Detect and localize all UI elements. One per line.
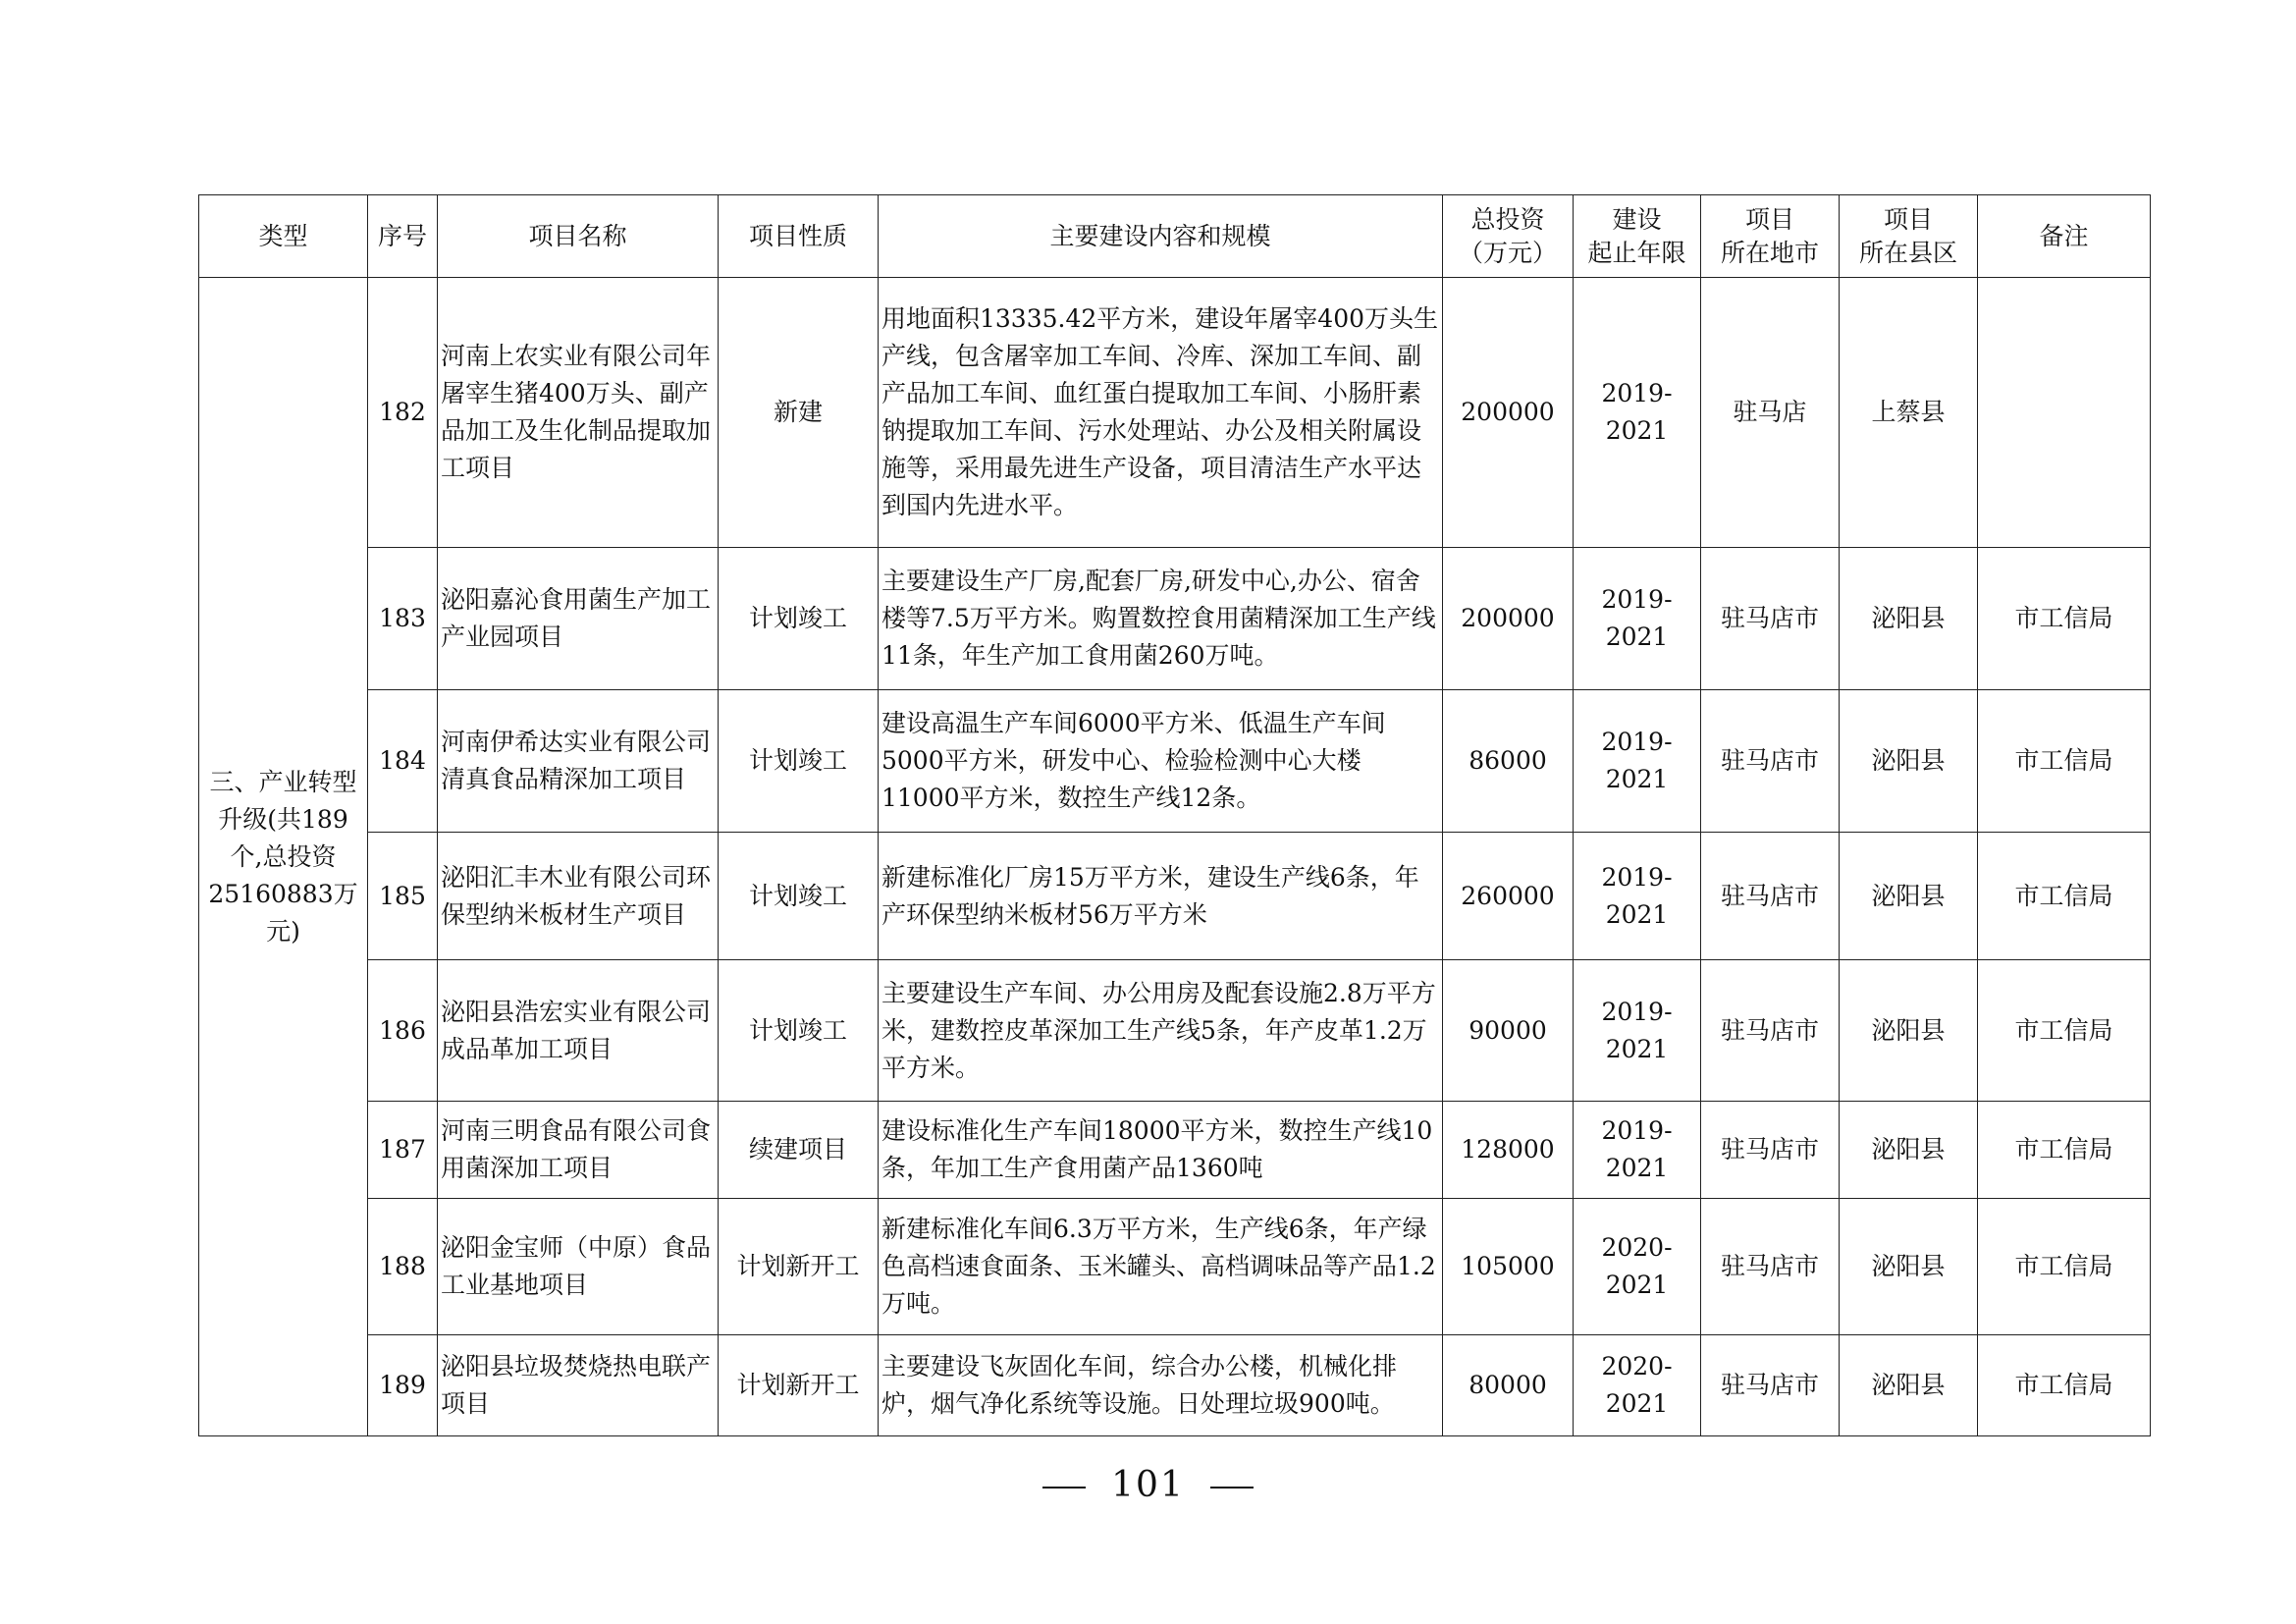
row-investment: 200000 [1443,278,1574,548]
table-row [199,548,2151,690]
row-content: 新建标准化车间6.3万平方米，生产线6条，年产绿色高档速食面条、玉米罐头、高档调味品等产品1.2万吨。 [879,1199,1443,1335]
row-county: 泌阳县 [1840,1102,1978,1199]
row-period: 2019-2021 [1574,278,1701,548]
row-name: 泌阳嘉沁食用菌生产加工产业园项目 [438,548,719,690]
row-name: 河南三明食品有限公司食用菌深加工项目 [438,1102,719,1199]
header-county: 项目 所在县区 [1840,195,1978,278]
row-no: 184 [368,690,438,833]
row-content: 用地面积13335.42平方米，建设年屠宰400万头生产线，包含屠宰加工车间、冷库、深加工车间、副产品加工车间、血红蛋白提取加工车间、小肠肝素钠提取加工车间、污水处理站、办公及相关附属设施等，采用最先进生产设备，项目清洁生产水平达到国内先进水平。 [879,278,1443,548]
row-period: 2019-2021 [1574,833,1701,960]
row-county: 泌阳县 [1840,548,1978,690]
row-no: 183 [368,548,438,690]
page-number-value: 101 [1111,1465,1185,1505]
project-table [198,194,2151,1436]
row-remark: 市工信局 [1978,548,2151,690]
row-city: 驻马店市 [1701,960,1840,1102]
header-content: 主要建设内容和规模 [879,195,1443,278]
row-remark: 市工信局 [1978,960,2151,1102]
row-investment: 128000 [1443,1102,1574,1199]
row-no: 187 [368,1102,438,1199]
row-name: 泌阳汇丰木业有限公司环保型纳米板材生产项目 [438,833,719,960]
row-content: 主要建设生产车间、办公用房及配套设施2.8万平方米，建数控皮革深加工生产线5条，年产皮革1.2万平方米。 [879,960,1443,1102]
table-row [199,960,2151,1102]
category-cell: 三、产业转型升级(共189个,总投资25160883万元) [199,278,368,1436]
row-nature: 计划竣工 [719,960,879,1102]
table-header-row [199,195,2151,278]
row-investment: 86000 [1443,690,1574,833]
row-nature: 计划竣工 [719,833,879,960]
row-investment: 90000 [1443,960,1574,1102]
table-row [199,278,2151,548]
row-period: 2019-2021 [1574,548,1701,690]
row-no: 186 [368,960,438,1102]
row-city: 驻马店市 [1701,1102,1840,1199]
page-number [0,1465,2296,1505]
row-period: 2019-2021 [1574,1102,1701,1199]
row-city: 驻马店市 [1701,1199,1840,1335]
row-content: 主要建设飞灰固化车间，综合办公楼，机械化排炉，烟气净化系统等设施。日处理垃圾900吨。 [879,1335,1443,1436]
row-city: 驻马店市 [1701,1335,1840,1436]
row-investment: 105000 [1443,1199,1574,1335]
header-city: 项目 所在地市 [1701,195,1840,278]
row-county: 泌阳县 [1840,1199,1978,1335]
page-number-dash-left [1042,1487,1086,1489]
row-remark: 市工信局 [1978,833,2151,960]
row-city: 驻马店市 [1701,548,1840,690]
table-row [199,1199,2151,1335]
row-period: 2020-2021 [1574,1199,1701,1335]
row-county: 泌阳县 [1840,960,1978,1102]
header-remark: 备注 [1978,195,2151,278]
row-name: 河南伊希达实业有限公司清真食品精深加工项目 [438,690,719,833]
row-name: 河南上农实业有限公司年屠宰生猪400万头、副产品加工及生化制品提取加工项目 [438,278,719,548]
row-city: 驻马店市 [1701,690,1840,833]
row-name: 泌阳金宝师（中原）食品工业基地项目 [438,1199,719,1335]
row-city: 驻马店 [1701,278,1840,548]
row-content: 建设标准化生产车间18000平方米，数控生产线10条，年加工生产食用菌产品1360吨 [879,1102,1443,1199]
row-investment: 80000 [1443,1335,1574,1436]
row-remark: 市工信局 [1978,690,2151,833]
row-nature: 续建项目 [719,1102,879,1199]
table-row [199,1102,2151,1199]
table-row [199,1335,2151,1436]
row-remark [1978,278,2151,548]
table-row [199,833,2151,960]
row-remark: 市工信局 [1978,1199,2151,1335]
row-investment: 260000 [1443,833,1574,960]
row-county: 泌阳县 [1840,690,1978,833]
header-no: 序号 [368,195,438,278]
header-investment: 总投资 （万元） [1443,195,1574,278]
row-no: 189 [368,1335,438,1436]
header-type: 类型 [199,195,368,278]
row-remark: 市工信局 [1978,1335,2151,1436]
row-investment: 200000 [1443,548,1574,690]
row-name: 泌阳县垃圾焚烧热电联产项目 [438,1335,719,1436]
row-nature: 计划新开工 [719,1199,879,1335]
row-name: 泌阳县浩宏实业有限公司成品革加工项目 [438,960,719,1102]
table-row [199,690,2151,833]
row-no: 185 [368,833,438,960]
row-no: 182 [368,278,438,548]
row-content: 主要建设生产厂房,配套厂房,研发中心,办公、宿舍楼等7.5万平方米。购置数控食用菌精深加工生产线11条，年生产加工食用菌260万吨。 [879,548,1443,690]
row-city: 驻马店市 [1701,833,1840,960]
row-content: 新建标准化厂房15万平方米，建设生产线6条，年产环保型纳米板材56万平方米 [879,833,1443,960]
row-content: 建设高温生产车间6000平方米、低温生产车间5000平方米，研发中心、检验检测中心大楼11000平方米，数控生产线12条。 [879,690,1443,833]
row-nature: 计划竣工 [719,690,879,833]
header-period: 建设 起止年限 [1574,195,1701,278]
row-nature: 新建 [719,278,879,548]
row-remark: 市工信局 [1978,1102,2151,1199]
row-county: 泌阳县 [1840,833,1978,960]
row-period: 2019-2021 [1574,690,1701,833]
page-number-dash-right [1210,1487,1254,1489]
header-name: 项目名称 [438,195,719,278]
row-county: 泌阳县 [1840,1335,1978,1436]
row-nature: 计划竣工 [719,548,879,690]
header-nature: 项目性质 [719,195,879,278]
row-period: 2020-2021 [1574,1335,1701,1436]
row-nature: 计划新开工 [719,1335,879,1436]
row-county: 上蔡县 [1840,278,1978,548]
row-period: 2019-2021 [1574,960,1701,1102]
row-no: 188 [368,1199,438,1335]
